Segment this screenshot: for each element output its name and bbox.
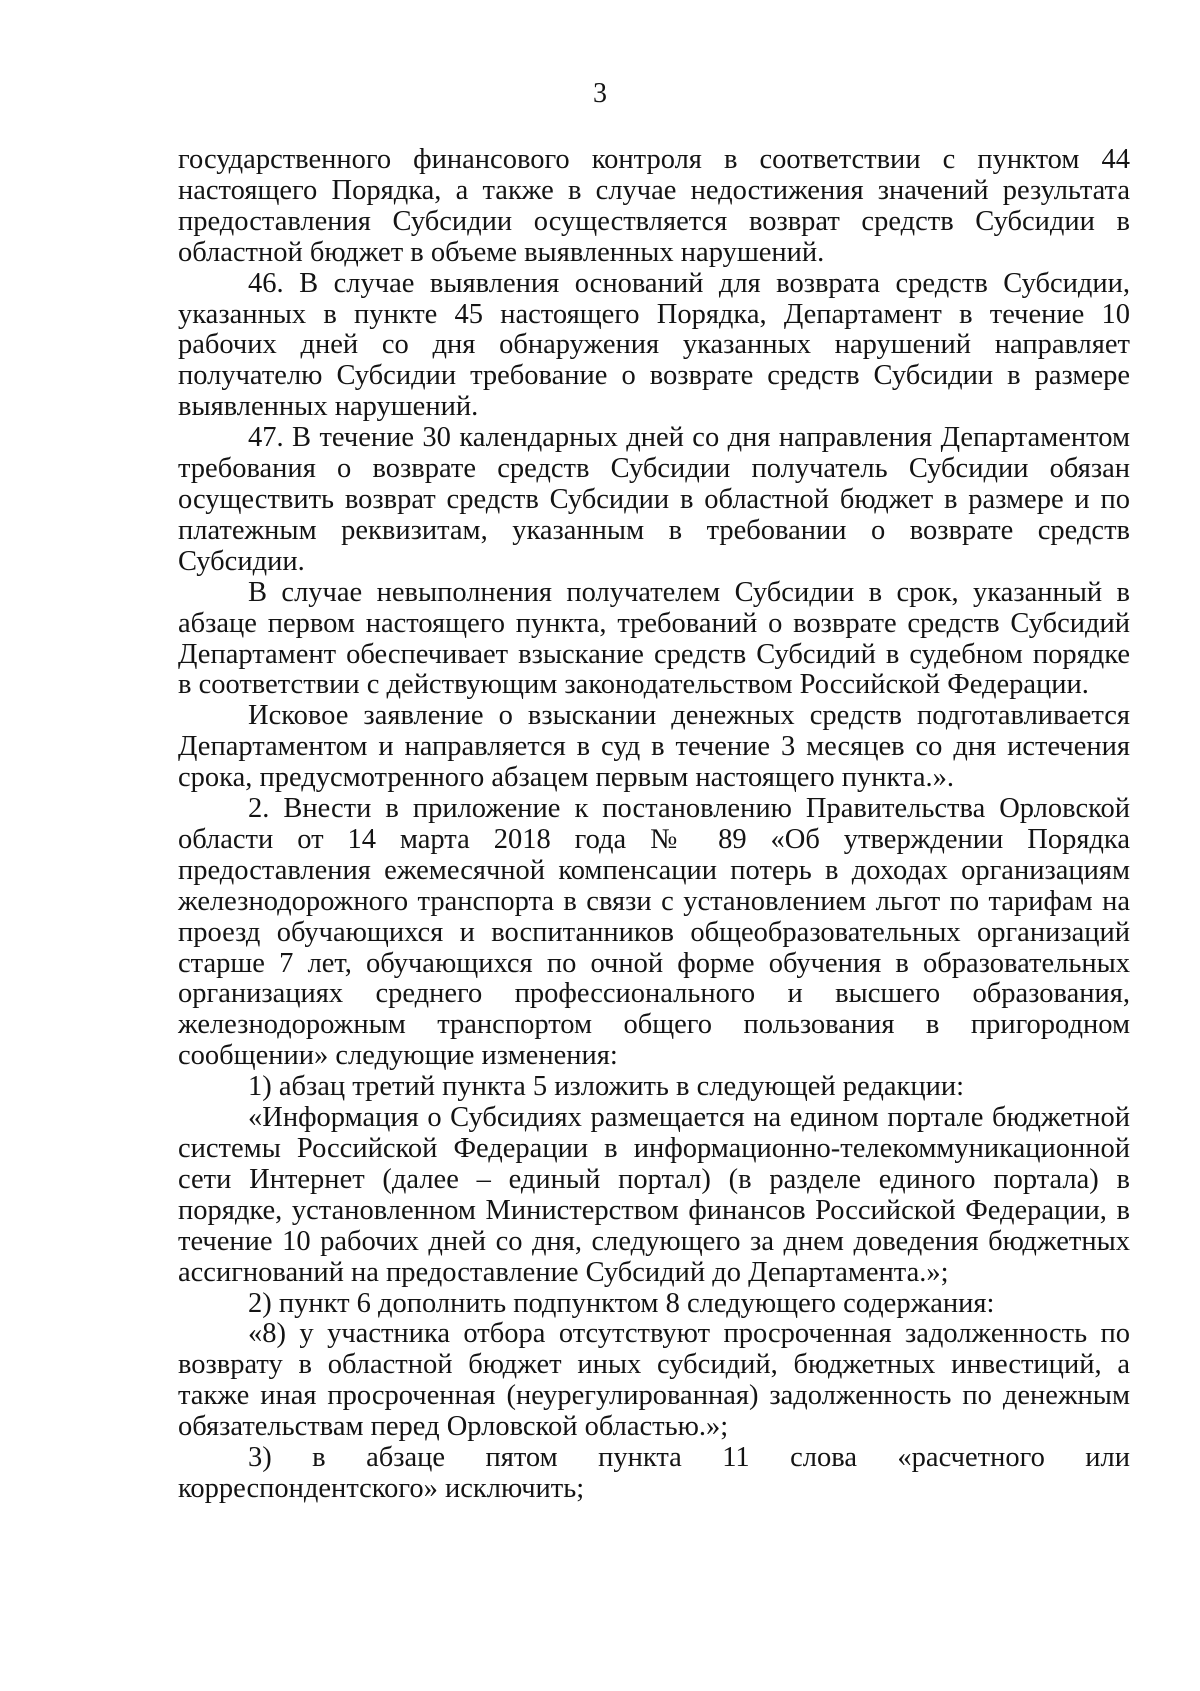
paragraph-subitem-2: 2) пункт 6 дополнить подпунктом 8 следующего содержания: <box>248 1287 995 1319</box>
paragraph-continuation: государственного финансового контроля в соответствии с пунктом 44 настоящего Порядка, а также в случае недостижения значений результата предоставления Субсидии осуществляется возврат средств Субсидии в областной бюджет в объеме выявленных нарушений. <box>178 144 1130 268</box>
paragraph-item-46: 46. В случае выявления оснований для возврата средств Субсидии, указанных в пункте 45 настоящего Порядка, Департамент в течение 10 рабочих дней со дня обнаружения указанных нарушений направляет получателю Субсидии требование о возврате средств Субсидии в размере выявленных нарушений. <box>178 267 1130 423</box>
paragraph-nonfulfillment: В случае невыполнения получателем Субсидии в срок, указанный в абзаце первом настоящего пункта, требований о возврате средств Субсидий Департамент обеспечивает взыскание средств Субсидий в судебном порядке в соответствии с действующим законодательством Российской Федерации. <box>178 576 1130 701</box>
paragraph-lawsuit: Исковое заявление о взыскании денежных средств подготавливается Департаментом и направляется в суд в течение 3 месяцев со дня истечения срока, предусмотренного абзацем первым настоящего пункта.». <box>178 700 1130 794</box>
document-body <box>178 145 1130 1505</box>
page-number: 3 <box>593 78 607 109</box>
paragraph-quote-information: «Информация о Субсидиях размещается на едином портале бюджетной системы Российской Федерации в информационно-телекоммуникационной сети Интернет (далее – единый портал) (в разделе единого портала) в порядке, установленном Министерством финансов Российской Федерации, в течение 10 рабочих дней со дня, следующего за днем доведения бюджетных ассигнований на предоставление Субсидий до Департамента.»; <box>178 1102 1130 1288</box>
paragraph-subitem-1: 1) абзац третий пункта 5 изложить в следующей редакции: <box>248 1071 964 1103</box>
paragraph-quote-8: «8) у участника отбора отсутствуют просроченная задолженность по возврату в областной бюджет иных субсидий, бюджетных инвестиций, а также иная просроченная (неурегулированная) задолженность по денежным обязательствам перед Орловской областью.»; <box>178 1318 1130 1443</box>
paragraph-item-47: 47. В течение 30 календарных дней со дня направления Департаментом требования о возврате средств Субсидии получатель Субсидии обязан осуществить возврат средств Субсидии в областной бюджет в размере и по платежным реквизитам, указанным в требовании о возврате средств Субсидии. <box>178 422 1130 577</box>
paragraph-subitem-3: 3) в абзаце пятом пункта 11 слова «расчетного или корреспондентского» исключить; <box>178 1442 1130 1504</box>
paragraph-item-2: 2. Внести в приложение к постановлению Правительства Орловской области от 14 марта 2018 года № 89 «Об утверждении Порядка предоставления ежемесячной компенсации потерь в доходах организациям железнодорожного транспорта в связи с установлением льгот по тарифам на проезд обучающихся и воспитанников общеобразовательных организаций старше 7 лет, обучающихся по очной форме обучения в образовательных организациях среднего профессионального и высшего образования, железнодорожным транспортом общего пользования в пригородном сообщении» следующие изменения: <box>178 793 1130 1072</box>
